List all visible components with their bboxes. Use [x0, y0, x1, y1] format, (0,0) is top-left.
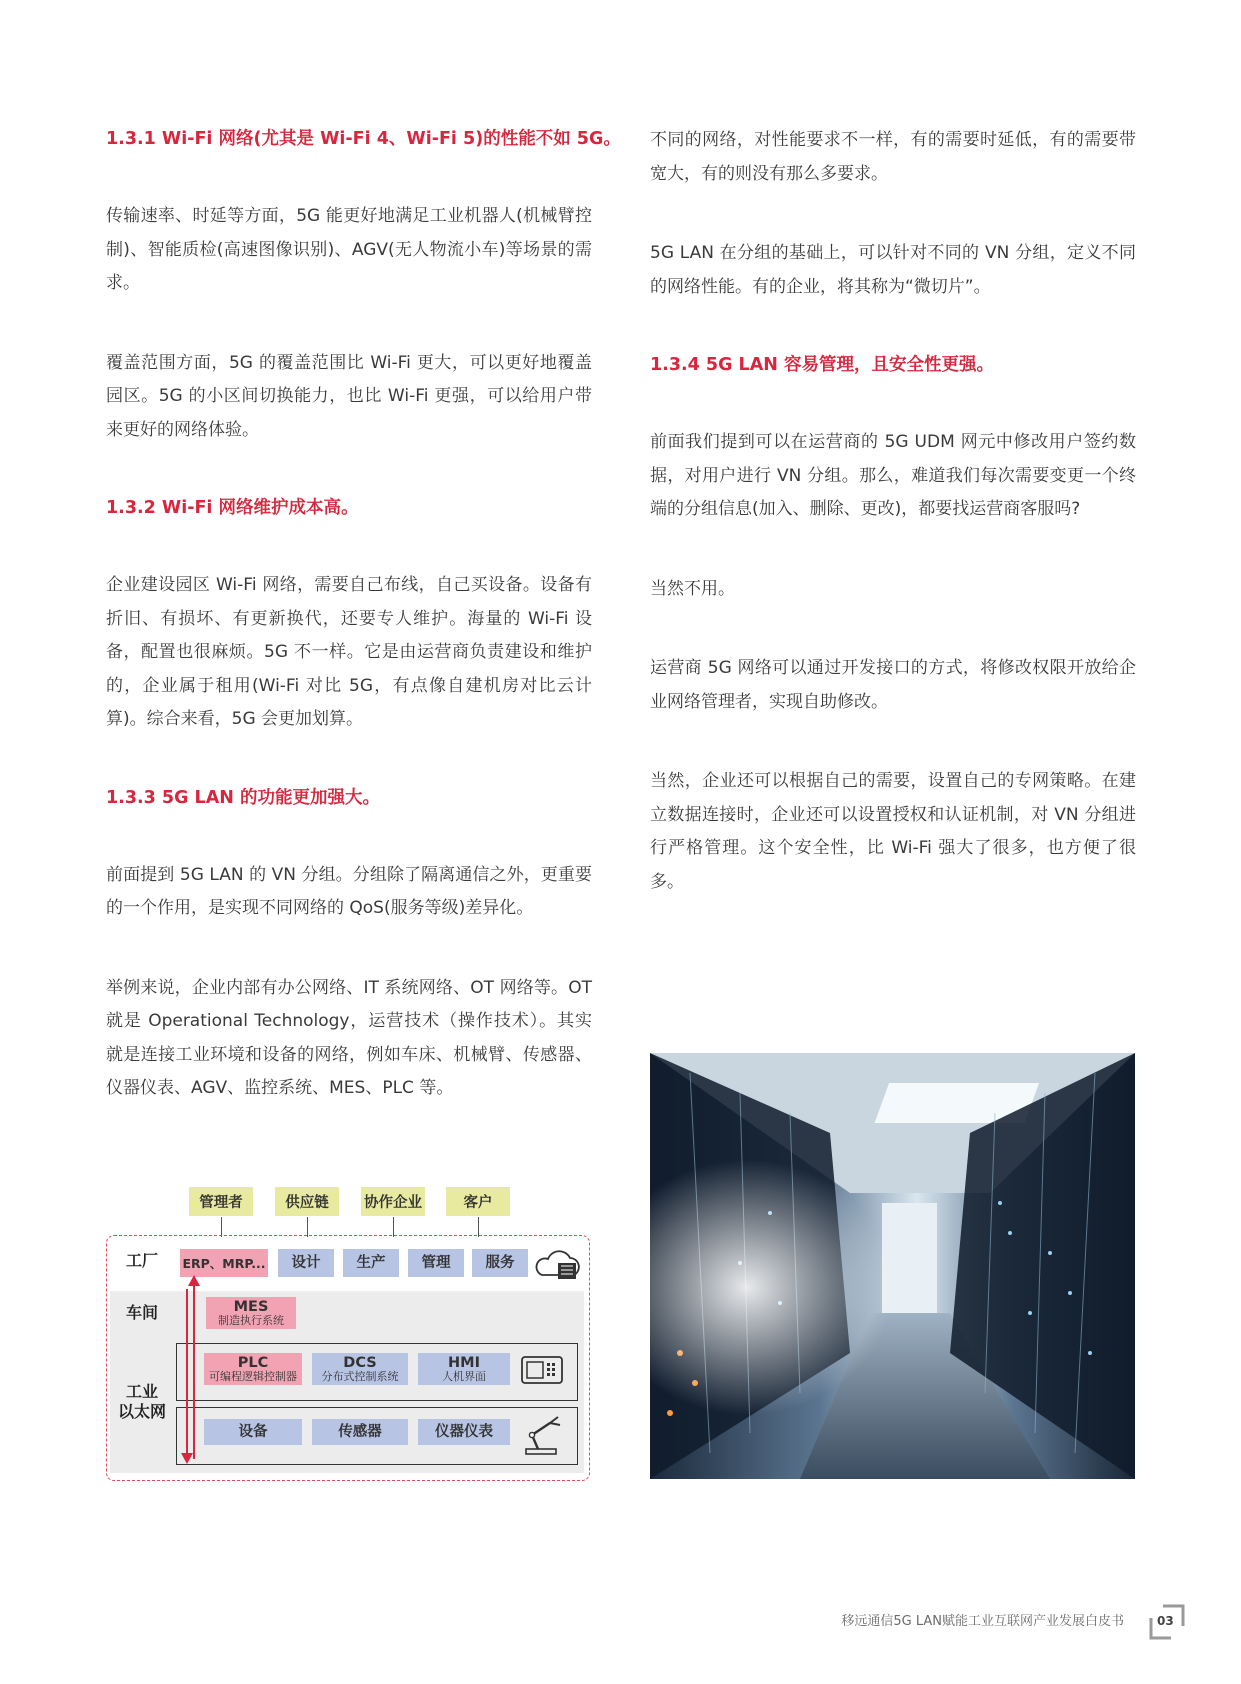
paragraph: 当然不用。 [650, 578, 735, 599]
row-label-ethernet: 工业 以太网 [117, 1382, 166, 1421]
cloud-server-icon [534, 1245, 584, 1281]
design-cell: 设计 [278, 1249, 334, 1277]
left-column [106, 124, 621, 1106]
page-number-text: 03 [1157, 1614, 1174, 1628]
connector-arrow [221, 1217, 222, 1237]
hmi-cell [418, 1353, 510, 1385]
paragraph: 当然，企业还可以根据自己的需要，设置自己的专网策略。在建立数据连接时，企业还可以设置授权和认证机制，对 VN 分组进行严格管理。这个安全性，比 Wi-Fi 强大了很多，也方便了很多。 [650, 771, 1136, 892]
sensor-cell: 传感器 [312, 1419, 408, 1445]
connector-arrow [307, 1217, 308, 1237]
device-cell: 设备 [204, 1419, 302, 1445]
paragraph: 前面我们提到可以在运营商的 5G UDM 网元中修改用户签约数据，对用户进行 VN 分组。那么，难道我们每次需要变更一个终端的分组信息(加入、删除、更改)，都要找运营商客服吗? [650, 432, 1136, 519]
paragraph: 运营商 5G 网络可以通过开发接口的方式，将修改权限开放给企业网络管理者，实现自助修改。 [650, 658, 1136, 712]
robot-arm-icon [520, 1413, 566, 1457]
footer-document-title: 移远通信5G LAN赋能工业互联网产业发展白皮书 [841, 1614, 1124, 1629]
service-cell: 服务 [472, 1249, 528, 1277]
row-label-factory: 工厂 [125, 1251, 158, 1270]
external-box-manager: 管理者 [189, 1187, 253, 1216]
section-heading-1-3-3: 1.3.3 5G LAN 的功能更加强大。 [106, 787, 380, 808]
section-heading-1-3-1: 1.3.1 Wi-Fi 网络(尤其是 Wi-Fi 4、Wi-Fi 5)的性能不如 5G。 [106, 129, 621, 149]
paragraph: 5G LAN 在分组的基础上，可以针对不同的 VN 分组，定义不同的网络性能。有的企业，将其称为“微切片”。 [650, 243, 1136, 297]
row-label-workshop: 车间 [125, 1303, 158, 1322]
dcs-cell [312, 1353, 408, 1385]
dcs-subtitle: 分布式控制系统 [321, 1369, 399, 1383]
production-cell: 生产 [343, 1249, 399, 1277]
hmi-panel-icon [520, 1355, 564, 1385]
paragraph: 不同的网络，对性能要求不一样，有的需要时延低，有的需要带宽大，有的则没有那么多要求。 [650, 130, 1136, 184]
workshop-band [110, 1291, 584, 1335]
mes-subtitle: 制造执行系统 [218, 1313, 284, 1327]
erp-cell: ERP、MRP... [180, 1249, 268, 1277]
external-box-supply-chain: 供应链 [275, 1187, 339, 1216]
external-box-partner: 协作企业 [361, 1187, 425, 1216]
arrow-up-icon [187, 1275, 201, 1287]
mes-cell [206, 1297, 296, 1329]
mes-title: MES [233, 1298, 269, 1315]
arrow-down-icon [180, 1453, 194, 1465]
right-column [650, 124, 1136, 899]
section-heading-1-3-2: 1.3.2 Wi-Fi 网络维护成本高。 [106, 498, 359, 518]
data-center-photo [650, 1053, 1135, 1479]
plc-subtitle: 可编程逻辑控制器 [209, 1369, 297, 1383]
hmi-title: HMI [448, 1354, 480, 1371]
paragraph: 企业建设园区 Wi-Fi 网络，需要自己布线，自己买设备。设备有折旧、有损坏、有更新换代，还要专人维护。海量的 Wi-Fi 设备，配置也很麻烦。5G 不一样。它是由运营商负责建设和维护的，企业属于租用(Wi-Fi 对比 5G，有点像自建机房对比云计算)。综合来看，5G 会更加划算。 [106, 575, 592, 729]
instrument-cell: 仪器仪表 [418, 1419, 510, 1445]
plc-cell [204, 1353, 302, 1385]
connector-arrow [393, 1217, 394, 1237]
paragraph: 覆盖范围方面，5G 的覆盖范围比 Wi-Fi 更大，可以更好地覆盖园区。5G 的小区间切换能力，也比 Wi-Fi 更强，可以给用户带来更好的网络体验。 [106, 352, 592, 440]
connector-arrow [478, 1217, 479, 1237]
data-flow-line-up [193, 1283, 195, 1459]
paragraph: 前面提到 5G LAN 的 VN 分组。分组除了隔离通信之外，更重要的一个作用，是实现不同网络的 QoS(服务等级)差异化。 [106, 864, 592, 918]
management-cell: 管理 [408, 1249, 464, 1277]
paragraph: 举例来说，企业内部有办公网络、IT 系统网络、OT 网络等。OT 就是 Operational Technology，运营技术（操作技术）。其实就是连接工业环境和设备的网络，例如车床、机械臂、传感器、仪器仪表、AGV、监控系统、MES、PLC 等。 [106, 977, 592, 1098]
plc-title: PLC [237, 1354, 269, 1371]
data-flow-line-down [186, 1289, 188, 1455]
hmi-subtitle: 人机界面 [442, 1369, 486, 1383]
network-architecture-diagram [106, 1187, 592, 1481]
external-box-customer: 客户 [446, 1187, 510, 1216]
dcs-title: DCS [343, 1354, 377, 1371]
page-number [1149, 1604, 1185, 1640]
section-heading-1-3-4: 1.3.4 5G LAN 容易管理，且安全性更强。 [650, 355, 994, 375]
paragraph: 传输速率、时延等方面，5G 能更好地满足工业机器人(机械臂控制)、智能质检(高速图像识别)、AGV(无人物流小车)等场景的需求。 [106, 206, 592, 293]
